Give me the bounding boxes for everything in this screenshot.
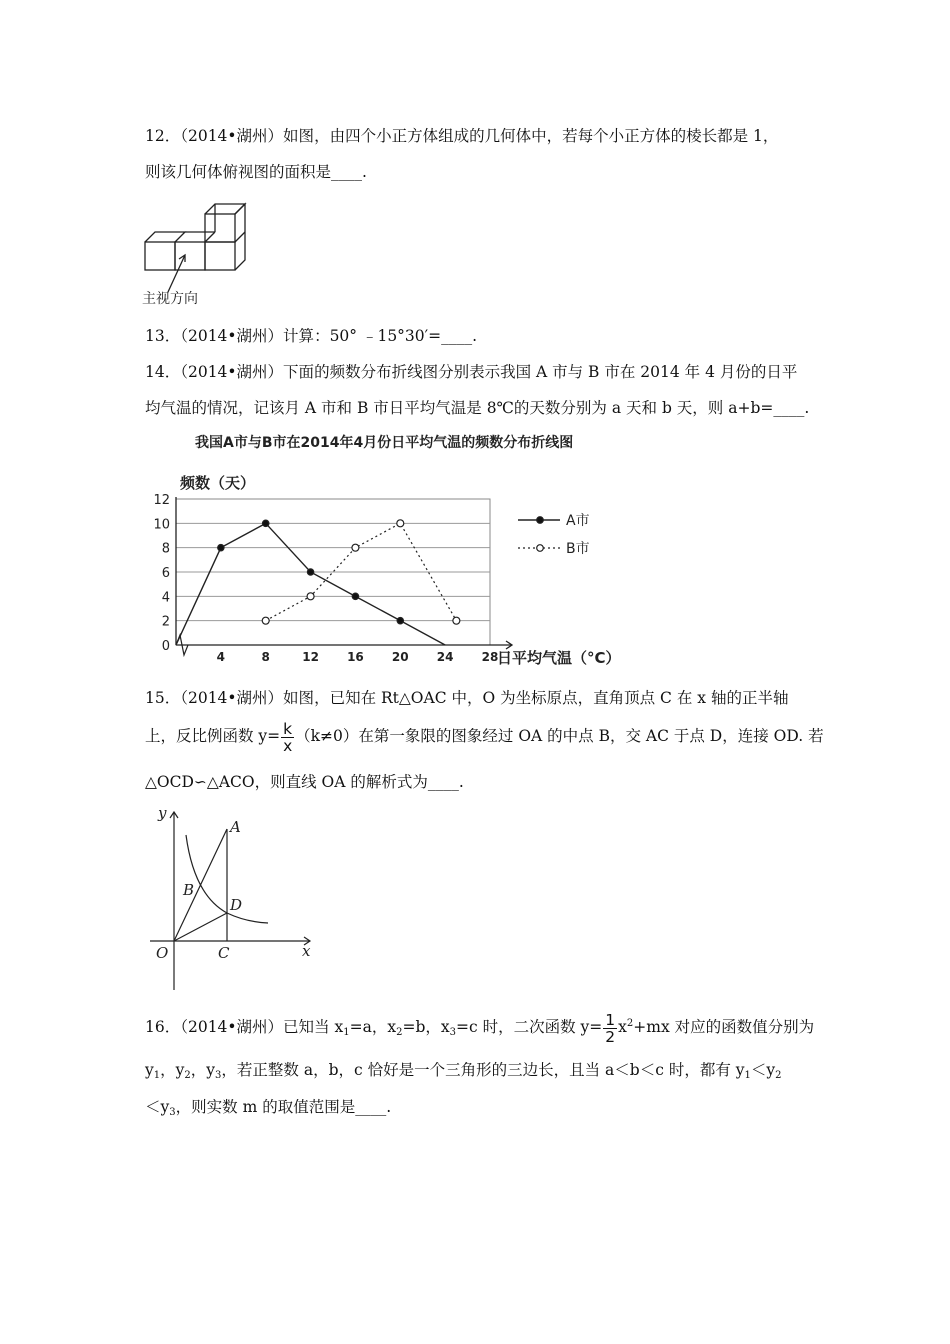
data-point — [352, 593, 358, 599]
legend-marker — [537, 517, 544, 524]
legend-marker — [537, 545, 544, 552]
data-point — [352, 544, 359, 551]
q16-line3 — [145, 1097, 391, 1123]
subscript: 3 — [169, 1107, 176, 1118]
x-tick-label: 8 — [261, 650, 270, 664]
q16-text: +mx 对应的函数值分别为 — [633, 1018, 815, 1036]
subscript: 3 — [449, 1027, 456, 1038]
data-point — [307, 593, 314, 600]
data-point — [263, 520, 269, 526]
data-point — [453, 617, 460, 624]
point-C-label: C — [218, 944, 230, 962]
subscript: 3 — [215, 1070, 222, 1081]
y-tick-label: 4 — [161, 590, 170, 606]
y-tick-label: 10 — [153, 517, 170, 533]
q14-line1: 14．（2014•湖州）下面的频数分布折线图分别表示我国 A 市与 B 市在 2014 年 4 月份的日平 — [145, 363, 798, 381]
q12-line2: 则该几何体俯视图的面积是____. — [145, 163, 367, 181]
series-line-A市 — [176, 523, 445, 645]
y-tick-label: 12 — [153, 493, 170, 508]
view-direction-label: 主视方向 — [142, 291, 198, 307]
frequency-polygon-chart — [130, 428, 650, 670]
q16-text: 16．（2014•湖州）已知当 x — [145, 1018, 344, 1036]
subscript: 2 — [184, 1070, 191, 1081]
subscript: 2 — [775, 1070, 782, 1081]
y-tick-label: 0 — [161, 639, 170, 654]
point-B-label: B — [183, 881, 195, 899]
chart-title: 我国A市与B市在2014年4月份日平均气温的频数分布折线图 — [195, 435, 574, 451]
q15-line1: 15．（2014•湖州）如图，已知在 Rt△OAC 中，O 为坐标原点，直角顶点 C 在 x 轴的正半轴 — [145, 689, 789, 707]
x-axis-label: 日平均气温（°C） — [497, 649, 621, 667]
q16-text: ＜y — [750, 1061, 776, 1079]
cube-figure — [140, 195, 250, 310]
one-half-fraction — [603, 1012, 617, 1045]
origin-O-label: O — [156, 944, 169, 962]
legend-label: B市 — [566, 541, 590, 557]
y-tick-label: 2 — [161, 614, 170, 630]
k-over-x-fraction — [281, 721, 294, 754]
q15-line2-post: （k≠0）在第一象限的图象经过 OA 的中点 B，交 AC 于点 D，连接 OD. 若 — [295, 727, 824, 745]
q16-text: =b，x — [402, 1018, 450, 1036]
q15-line2-pre: 上，反比例函数 y= — [145, 727, 281, 745]
q16-line1 — [145, 1008, 814, 1049]
frac-denominator: x — [283, 736, 293, 755]
subscript: 2 — [396, 1027, 403, 1038]
subscript: 1 — [744, 1070, 751, 1081]
q16-text: ，y — [190, 1061, 216, 1079]
frac-numerator: k — [283, 719, 293, 738]
q15-line3: △OCD∽△ACO，则直线 OA 的解析式为____. — [145, 773, 464, 791]
y-axis-letter: y — [158, 804, 167, 822]
x-tick-label: 20 — [391, 650, 409, 664]
q15-line2 — [145, 720, 824, 754]
x-tick-label: 24 — [436, 650, 454, 664]
q13-line1: 13．（2014•湖州）计算：50° ﹣15°30′=____. — [145, 327, 478, 345]
q16-text: ，则实数 m 的取值范围是____. — [175, 1098, 392, 1116]
q16-text: ，若正整数 a，b，c 恰好是一个三角形的三边长，且当 a＜b＜c 时，都有 y — [221, 1061, 745, 1079]
point-D-label: D — [230, 896, 243, 914]
q12-line1: 12．（2014•湖州）如图，由四个小正方体组成的几何体中，若每个小正方体的棱长都是 1， — [145, 127, 779, 145]
x-axis-letter: x — [302, 942, 311, 960]
q16-text: x — [618, 1018, 627, 1036]
q14-line2: 均气温的情况，记该月 A 市和 B 市日平均气温是 8℃的天数分别为 a 天和 b 天，则 a+b=____. — [145, 399, 810, 417]
data-point — [397, 617, 403, 623]
x-tick-label: 12 — [302, 650, 319, 664]
point-A-label: A — [230, 818, 241, 836]
y-tick-label: 8 — [161, 541, 170, 557]
x-tick-label: 4 — [216, 650, 226, 664]
coordinate-figure — [150, 800, 325, 995]
data-point — [307, 569, 313, 575]
legend-label: A市 — [566, 513, 590, 529]
subscript: 1 — [343, 1027, 350, 1038]
y-axis-label: 频数（天） — [180, 474, 256, 492]
data-point — [218, 544, 224, 550]
subscript: 1 — [153, 1070, 161, 1081]
y-tick-label: 6 — [161, 566, 170, 581]
q16-line2 — [145, 1060, 782, 1086]
frac-denominator: 2 — [605, 1027, 616, 1046]
q16-text: =a，x — [349, 1018, 397, 1036]
q16-text: ＜y — [145, 1098, 170, 1116]
data-point — [397, 520, 404, 527]
x-tick-label: 16 — [347, 650, 364, 664]
superscript: 2 — [626, 1018, 634, 1029]
q16-text: y — [145, 1061, 154, 1079]
q16-text: ，y — [160, 1061, 185, 1079]
q16-text: =c 时，二次函数 y= — [456, 1018, 603, 1036]
frac-numerator: 1 — [605, 1010, 616, 1029]
x-tick-label: 28 — [481, 650, 499, 664]
data-point — [262, 617, 269, 624]
